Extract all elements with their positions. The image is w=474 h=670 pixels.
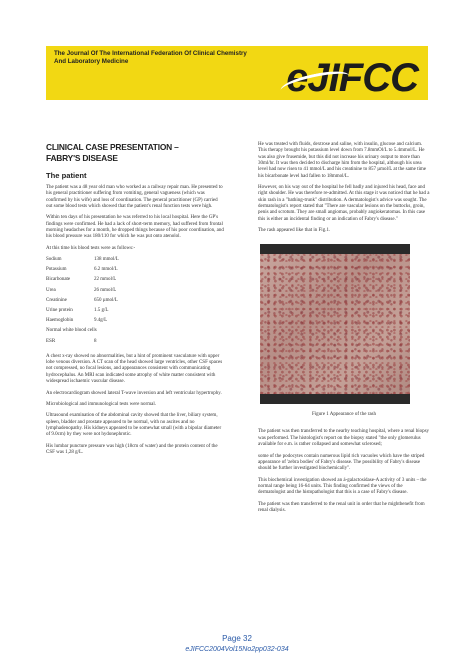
lab-name: Haemoglobin [46,318,74,324]
lab-value: 138 mmol/L [94,257,119,263]
paragraph: The patient was a 48 year old man who worked as a railway repair man. He presented to his general practitioner suffering from vomiting, general vagueness (which was confirmed by his wife) and loss of coordination. The general practitioner (GP) carried out some blood tests which showed that the patient's renal function tests were high. [46,185,223,210]
photo-border-bottom [260,394,410,404]
logo-text: eJIFCC [286,56,418,100]
lab-row [46,339,224,349]
left-column [46,142,224,456]
lab-value: 1.5 g/L [94,308,109,314]
paragraph: This biochemical investigation showed an á-galactosidase-A activity of 3 units – the normal range being 16-64 units. This finding confirmed the views of the dermatologist and the histopathologist that this is a case of Fabry's disease. [258,477,427,496]
paragraph: He was treated with fluids, dextrose and saline, with insulin, glucose and calcium. This therapy brought his potassium level down from 7.8mmOl/L to 5.4mmol/L. He was also give frusemide, but this did not increase his urinary output to more than 30ml/hr. It was then decided to discharge him from the hospital, although his urea level had now risen to 41 mmol/L and his creatinine to 857 µmol/L at the same time his bicarbonate level had fallen to 18mmol/L. [258,142,427,179]
paragraph: some of the podocytes contain numerous lipid rich vacuoles which have the striped appearance of 'zebra bodies' of Fabry's disease. The possibility of Fabry's disease should be further investigated biochemically". [258,453,425,472]
lab-name: Sodium [46,257,62,263]
paragraph: However, on his way out of the hospital he fell badly and injured his head, face and right shoulder. He was therefore re-admitted. At this stage it was noticed that he had a skin rash in a "bathing-trunk" distribution. A dermatologist's advice was sought. The dermatologist's report stated that "There are vascular lesions on the buttocks, groin, penis and scrotum. They are small angiomas, probably angiokeratomas. In this case this is either an incidental finding or an indication of Fabry's disease." [258,185,430,222]
lab-value: 22 mmol/L [94,277,117,283]
article-title-line2: FABRY'S DISEASE [46,152,118,163]
journal-name-line2: And Laboratory Medicine [54,58,129,65]
page-number: Page 32 [222,634,252,643]
rash-photo [260,244,410,404]
lab-row [46,308,224,318]
journal-banner [46,46,428,100]
paragraph: The patient was then transferred to the nearby teaching hospital, where a renal biopsy was performed. The histologist's report on the biopsy stated "the only glomerulus available for e.m. is rather collapsed and somewhat sclerosed; [258,429,430,448]
lab-row [46,318,224,328]
ejifcc-logo [286,56,418,100]
lab-value: 6.2 mmol/L [94,267,118,273]
lab-row [46,257,224,267]
lab-name: Potassium [46,267,67,273]
lab-name: Creatinine [46,297,67,303]
lab-name: ESR [46,338,56,344]
paragraph: A chest x-ray showed no abnormalities, but a hint of prominent vasculature with upper lobe venous diversion. A CT scan of the head showed large ventricles, other CSF spaces not compressed, no focal lesions, and appearances consistent with communicating hydrocephalus. An MRI scan indicated some atrophy of white matter consistent with widespread ischaemic vascular disease. [46,353,223,385]
lab-name: Normal white blood cells [46,328,97,334]
right-column [258,142,430,514]
section-heading-patient: The patient [46,171,87,180]
paragraph: Within ten days of his presentation he was referred to his local hospital. Here the GP's findings were confirmed. He had a lack of short-term memory, had suffered from frontal morning headaches for a month, he dropped things because of his poor coordination, and his blood pressure was 180/110 for which he was put onto atenolol. [46,215,224,240]
paragraph: The patient was then transferred to the renal unit in order that he mightbenefit from renal dialysis. [258,501,425,513]
lab-row [46,298,224,308]
lab-value: 650 µmol/L [94,297,118,303]
lab-name: Urine protein [46,308,73,314]
paragraph: At this time his blood tests were as follows:- [46,245,136,251]
lab-value: 8 [94,338,97,344]
lab-row [46,267,224,277]
paragraph: An electrocardiogram showed lateral T-wave inversion and left ventricular hypertrophy. [46,390,222,396]
lab-row [46,328,224,338]
paragraph: Microbiological and immunological tests were normal. [46,401,156,407]
paragraph: The rash appeared like that in Fig.1. [258,228,331,234]
paragraph: His lumbar puncture pressure was high (18cm of water) and the protein content of the CSF was 1,28 g/L. [46,443,218,455]
paragraph: Ultrasound examination of the abdominal cavity showed that the liver, biliary system, spleen, bladder and prostate appeared to be normal, with no ascites and no lymphadenopathy. His kidneys appeared to be somewhat small (with a bipolar diameter of 9.0cm) by they were not hydonephrotic. [46,413,222,438]
figure-caption: Figure 1 Appearance of the rash [311,412,376,418]
lab-name: Bicarbonate [46,277,71,283]
lab-row [46,288,224,298]
lab-row [46,277,224,287]
lab-results-table [46,257,224,349]
citation-reference: eJIFCC2004Vol15No2pp032-034 [185,646,289,653]
journal-name [54,50,304,66]
article-title [46,142,224,163]
photo-border-top [260,244,410,254]
journal-name-line1: The Journal Of The International Federation Of Clinical Chemistry [54,50,247,57]
article-title-line1: CLINICAL CASE PRESENTATION – [46,142,179,152]
lab-value: 26 mmol/L [94,287,117,293]
lab-value: 9.4g/L [94,318,108,324]
lab-name: Urea [46,287,56,293]
